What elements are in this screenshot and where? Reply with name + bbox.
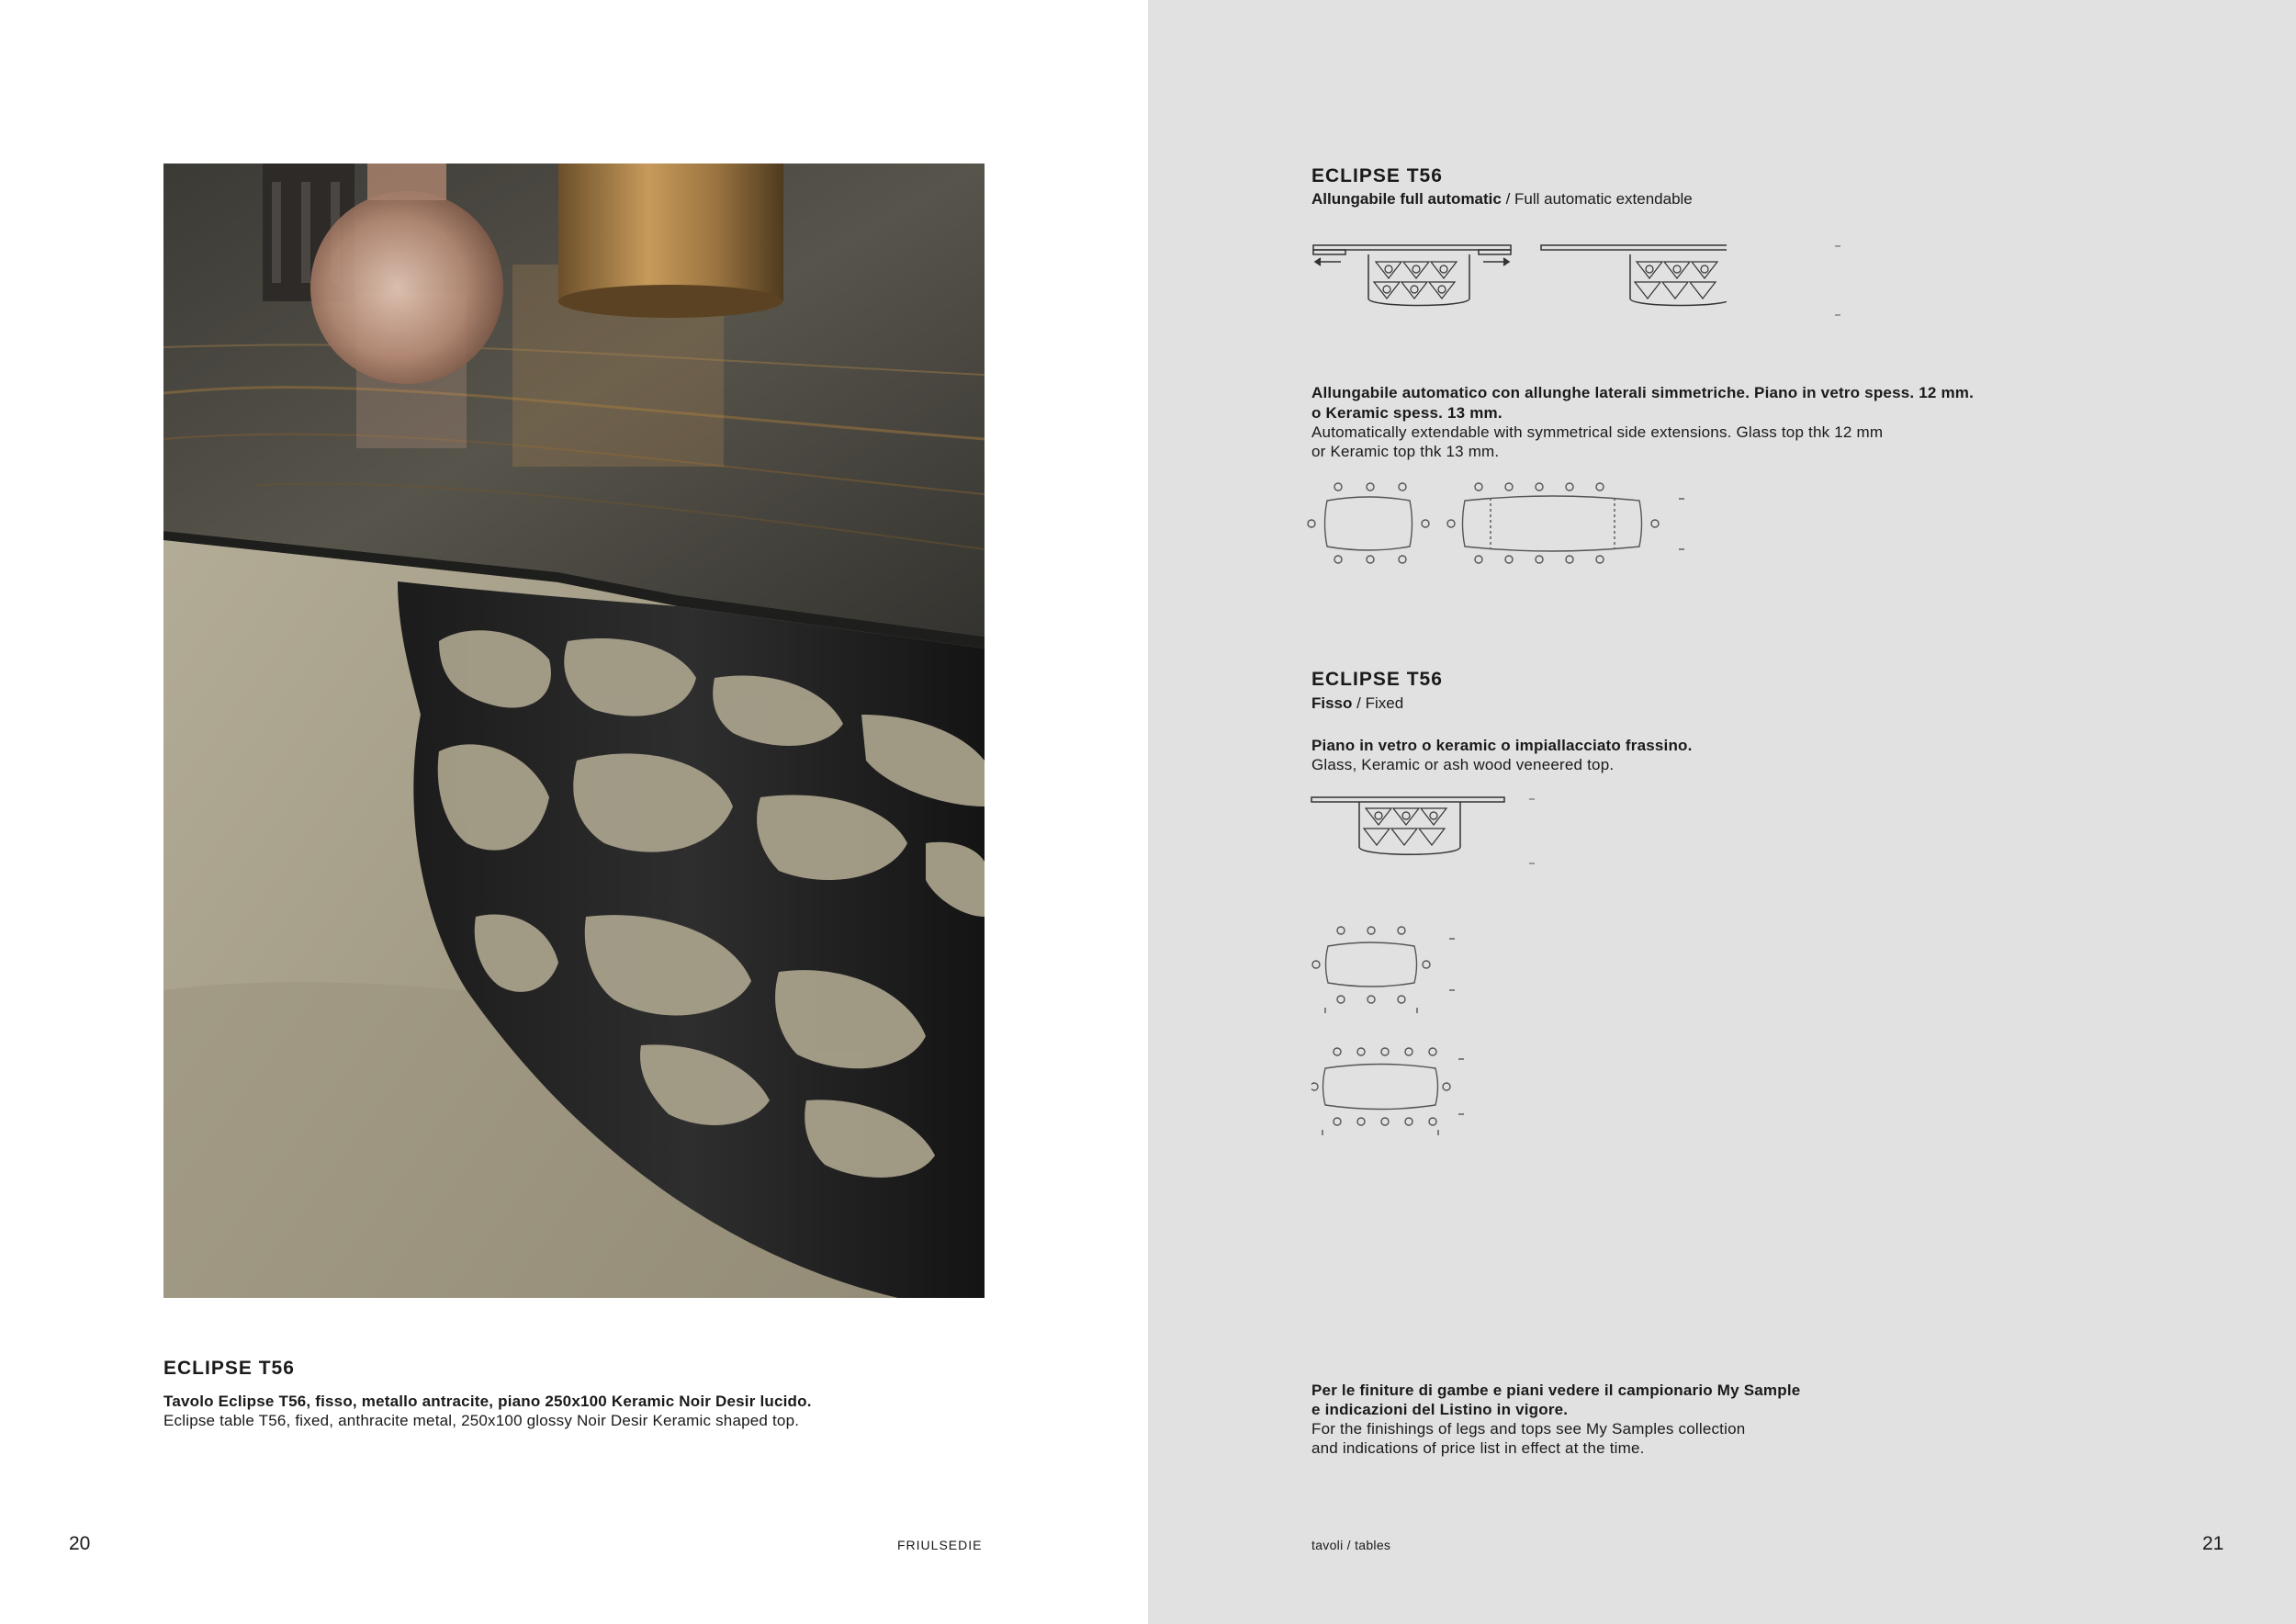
- product-photo: [163, 164, 985, 1298]
- variant1-plan-drawing: [1311, 919, 1468, 1020]
- section2-elevation-drawing: [1309, 790, 1557, 868]
- section-label: [1311, 1538, 1390, 1552]
- section1-title: ECLIPSE T56: [1311, 165, 1443, 186]
- section2-desc-en: Glass, Keramic or ash wood veneered top.: [1311, 756, 1615, 773]
- page-number-right: 21: [2202, 1533, 2224, 1554]
- section1-subtitle-sep: /: [1501, 190, 1515, 208]
- section2-title: ECLIPSE T56: [1311, 669, 1443, 690]
- finishes-en-1: For the finishings of legs and tops see My Samples collection: [1311, 1420, 1746, 1438]
- section-label-en: tables: [1355, 1538, 1391, 1552]
- section1-desc-it-1: Allungabile automatico con allunghe laterali simmetriche. Piano in vetro spess. 12 mm.: [1311, 384, 1975, 401]
- caption-it: Tavolo Eclipse T56, fisso, metallo antracite, piano 250x100 Keramic Noir Desir lucido.: [163, 1393, 812, 1410]
- section2-subtitle-en: Fixed: [1365, 694, 1404, 712]
- section1-plan-drawings: [1304, 473, 1699, 574]
- caption-title: ECLIPSE T56: [163, 1358, 295, 1379]
- section1-subtitle: [1311, 190, 1693, 209]
- section1-subtitle-it: Allungabile full automatic: [1311, 190, 1502, 208]
- section1-desc-en-2: or Keramic top thk 13 mm.: [1311, 443, 1500, 460]
- brand-name: FRIULSEDIE: [897, 1538, 983, 1552]
- section2-subtitle: [1311, 694, 1403, 713]
- section1-height-dim-lines: [1828, 242, 1883, 319]
- right-page: [1148, 0, 2296, 1624]
- section1-desc-it-2: o Keramic spess. 13 mm.: [1311, 404, 1503, 422]
- finishes-it-1: Per le finiture di gambe e piani vedere il campionario My Sample: [1311, 1382, 1801, 1399]
- finishes-en-2: and indications of price list in effect at the time.: [1311, 1439, 1645, 1457]
- section2-desc-it: Piano in vetro o keramic o impiallacciato frassino.: [1311, 737, 1693, 754]
- page-number-left: 20: [69, 1533, 91, 1554]
- table-photo-illustration: [163, 164, 985, 1298]
- finishes-it-2: e indicazioni del Listino in vigore.: [1311, 1401, 1569, 1418]
- section1-desc-en-1: Automatically extendable with symmetrical side extensions. Glass top thk 12 mm: [1311, 423, 1884, 441]
- section1-elevation-drawings: [1304, 234, 1727, 326]
- variant2-plan-drawing: [1311, 1041, 1468, 1142]
- section-label-it: tavoli: [1311, 1538, 1344, 1552]
- caption-en: Eclipse table T56, fixed, anthracite metal, 250x100 glossy Noir Desir Keramic shaped top.: [163, 1412, 800, 1429]
- section2-subtitle-sep: /: [1352, 694, 1366, 712]
- section-label-sep: /: [1343, 1538, 1356, 1552]
- section2-subtitle-it: Fisso: [1311, 694, 1353, 712]
- section1-subtitle-en: Full automatic extendable: [1514, 190, 1693, 208]
